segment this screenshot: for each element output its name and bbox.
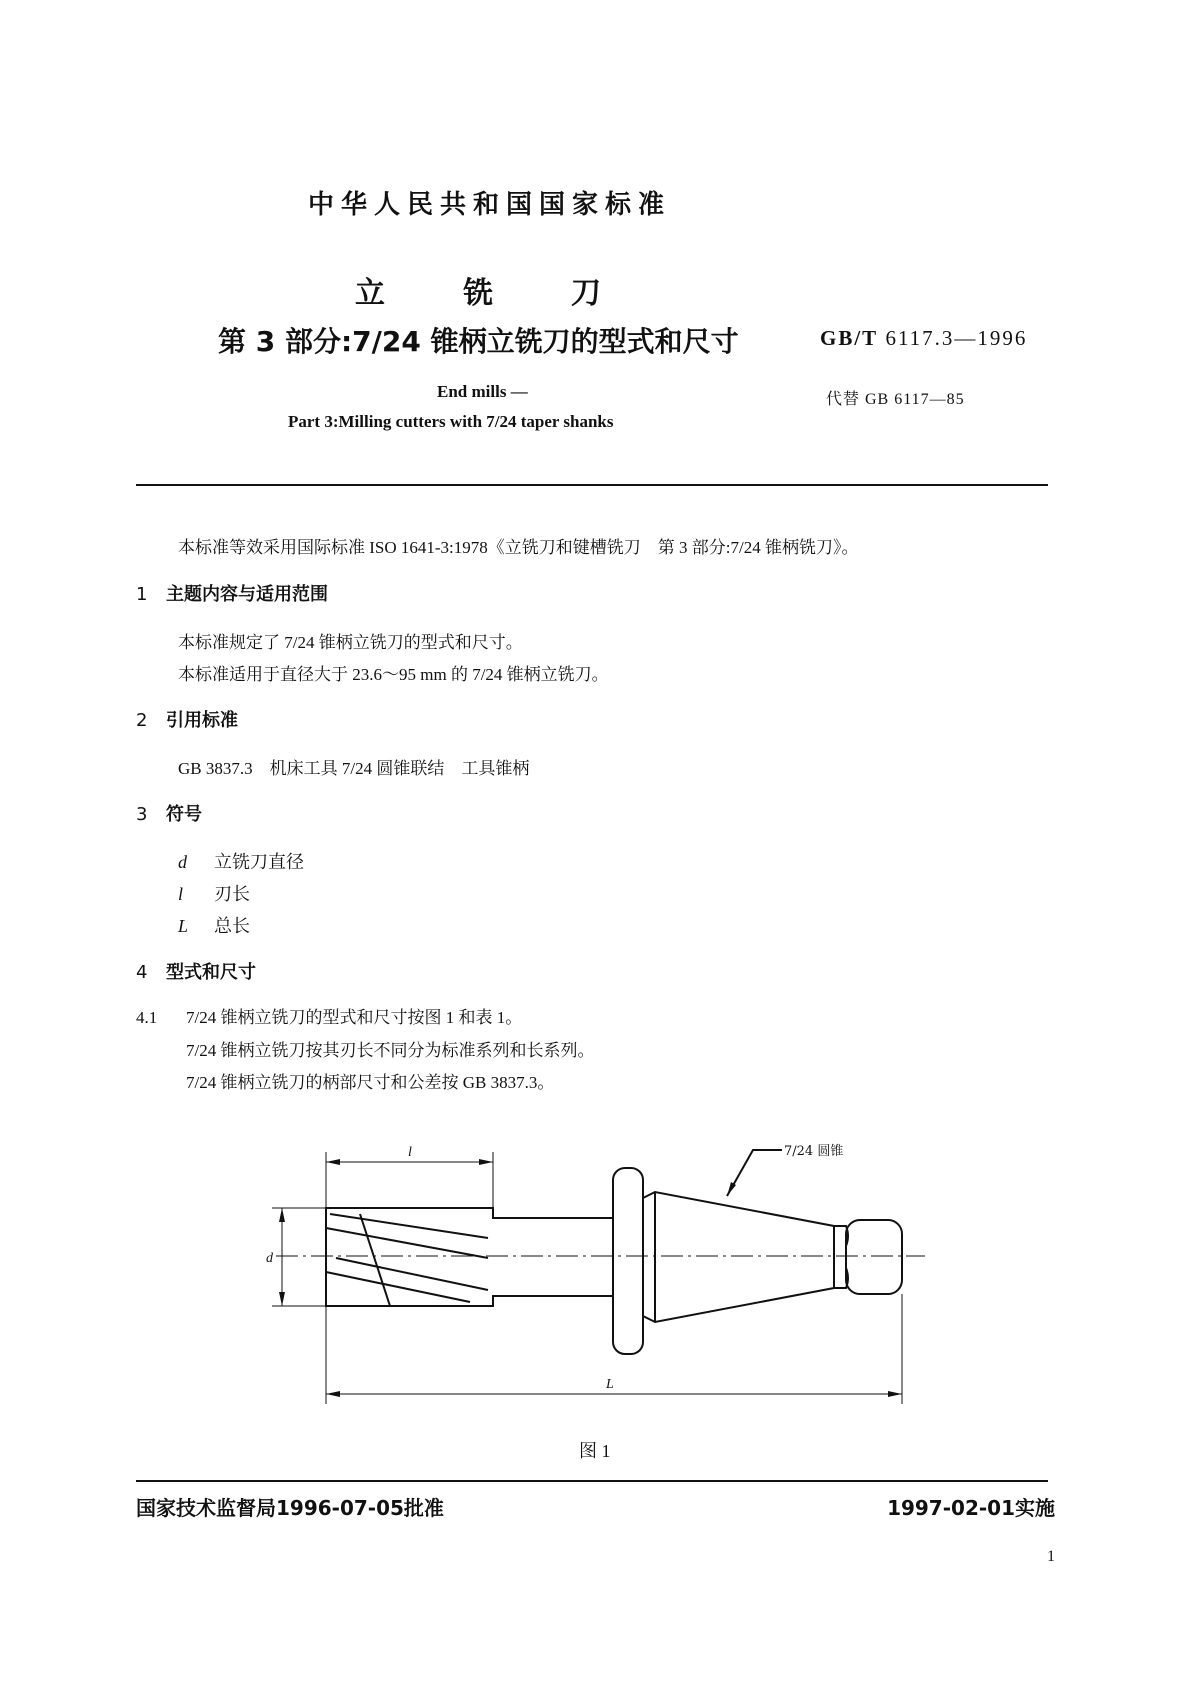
- symbol: L: [178, 916, 189, 936]
- section-1-number: 1: [136, 584, 148, 605]
- taper-shank: [643, 1192, 834, 1322]
- english-title-line-2: Part 3:Milling cutters with 7/24 taper shanks: [288, 412, 614, 431]
- section-1-title: 主题内容与适用范围: [166, 584, 328, 605]
- label-taper: 7/24 圆锥: [784, 1144, 844, 1159]
- arrowhead: [279, 1292, 285, 1306]
- retention-knob-head: [846, 1220, 902, 1294]
- section-3-title: 符号: [166, 804, 202, 825]
- section-2-number: 2: [136, 710, 148, 731]
- section-4-title: 型式和尺寸: [166, 962, 256, 983]
- footer-divider: [136, 1480, 1048, 1482]
- figure-caption: 图 1: [579, 1441, 611, 1461]
- shank-flange: [613, 1168, 643, 1354]
- section-4-1-paragraph-2: 7/24 锥柄立铣刀按其刃长不同分为标准系列和长系列。: [186, 1041, 595, 1060]
- intro-paragraph: 本标准等效采用国际标准 ISO 1641-3:1978《立铣刀和键槽铣刀 第 3 部分:7/24 锥柄铣刀》。: [178, 538, 859, 557]
- flute-line: [326, 1272, 470, 1302]
- arrowhead: [888, 1391, 902, 1397]
- standard-code: 6117.3—1996: [885, 326, 1028, 350]
- section-1-paragraph-1: 本标准规定了 7/24 锥柄立铣刀的型式和尺寸。: [178, 633, 523, 652]
- section-4-1-text: 7/24 锥柄立铣刀的型式和尺寸按图 1 和表 1。: [186, 1008, 523, 1027]
- part-title: 第 3 部分:7/24 锥柄立铣刀的型式和尺寸: [218, 325, 739, 358]
- english-title-line-1: End mills —: [437, 382, 528, 401]
- symbol-description: 刃长: [214, 884, 250, 904]
- symbol-description: 总长: [214, 916, 250, 936]
- flute-line: [330, 1214, 488, 1238]
- title-word-2: 铣: [463, 276, 493, 311]
- arrowhead: [479, 1159, 493, 1165]
- symbol: l: [178, 884, 184, 904]
- section-2-title: 引用标准: [166, 710, 238, 731]
- flute-line: [326, 1228, 488, 1258]
- cutter-body: [326, 1208, 613, 1306]
- label-d: d: [266, 1251, 273, 1266]
- arrowhead: [326, 1391, 340, 1397]
- replaces-standard: 代替 GB 6117—85: [826, 391, 965, 408]
- section-1-paragraph-2: 本标准适用于直径大于 23.6～95 mm 的 7/24 锥柄立铣刀。: [178, 665, 609, 684]
- standard-prefix: GB/T: [820, 326, 879, 350]
- label-l: l: [408, 1145, 412, 1160]
- approval-note: 国家技术监督局1996-07-05批准: [136, 1496, 444, 1520]
- flute-line: [360, 1214, 390, 1306]
- section-4-1-number: 4.1: [136, 1008, 158, 1027]
- section-2-paragraph-1: GB 3837.3 机床工具 7/24 圆锥联结 工具锥柄: [178, 759, 530, 778]
- taper-leader: [727, 1150, 782, 1196]
- section-4-number: 4: [136, 962, 148, 983]
- national-standard-heading: 中华人民共和国国家标准: [308, 190, 672, 220]
- symbol: d: [178, 852, 187, 872]
- page-number: 1: [1047, 1548, 1055, 1565]
- flute-line: [336, 1258, 488, 1290]
- effective-date: 1997-02-01实施: [887, 1496, 1055, 1520]
- label-L: L: [606, 1377, 614, 1392]
- arrowhead: [326, 1159, 340, 1165]
- section-4-1-paragraph-3: 7/24 锥柄立铣刀的柄部尺寸和公差按 GB 3837.3。: [186, 1073, 555, 1092]
- title-word-1: 立: [355, 276, 385, 311]
- section-3-number: 3: [136, 804, 148, 825]
- symbol-description: 立铣刀直径: [214, 852, 304, 872]
- title-word-3: 刀: [571, 276, 601, 311]
- arrowhead: [279, 1208, 285, 1222]
